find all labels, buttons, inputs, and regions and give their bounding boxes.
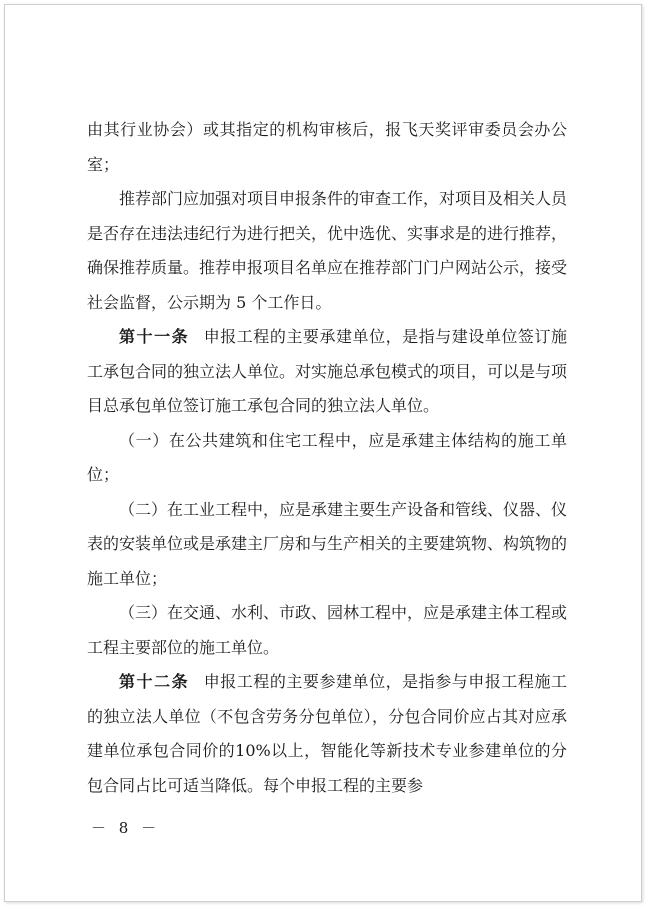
page-number: － 8 －: [91, 819, 161, 837]
paragraph-text: 申报工程的主要参建单位，是指参与申报工程施工的独立法人单位（不包含劳务分包单位），分包合同价应占其对应承建单位承包合同价的10%以上，智能化等新技术专业参建单位的分包合同占比可适当降低。每个申报工程的主要参: [87, 672, 567, 795]
clause-3: [87, 596, 567, 665]
paragraph-text: 推荐部门应加强对项目申报条件的审查工作，对项目及相关人员是否存在违法违纪行为进行把关，优中选优、实事求是的进行推荐，确保推荐质量。推荐申报项目名单应在推荐部门门户网站公示，接受社会监督，公示期为 5 个工作日。: [87, 189, 568, 312]
paragraph-continuation: [87, 113, 567, 182]
document-body: [87, 113, 567, 803]
paragraph-text: 由其行业协会）或其指定的机构审核后，报飞天奖评审委员会办公室；: [87, 120, 567, 174]
paragraph-text: （三）在交通、水利、市政、园林工程中，应是承建主体工程或工程主要部位的施工单位。: [87, 603, 568, 657]
article-12: [87, 665, 567, 803]
paragraph-text: （二）在工业工程中，应是承建主要生产设备和管线、仪器、仪表的安装单位或是承建主厂房和与生产相关的主要建筑物、构筑物的施工单位；: [87, 499, 568, 588]
clause-1: [87, 424, 567, 493]
paragraph-text: （一）在公共建筑和住宅工程中，应是承建主体结构的施工单位；: [87, 430, 567, 484]
document-page: [4, 4, 642, 902]
paragraph-recommendation: [87, 182, 567, 320]
clause-2: [87, 493, 567, 597]
article-number: 第十二条: [119, 672, 190, 691]
article-11: [87, 320, 567, 424]
article-number: 第十一条: [119, 327, 190, 346]
paragraph-text: 申报工程的主要承建单位，是指与建设单位签订施工承包合同的独立法人单位。对实施总承包模式的项目，可以是与项目总承包单位签订施工承包合同的独立法人单位。: [87, 327, 568, 415]
